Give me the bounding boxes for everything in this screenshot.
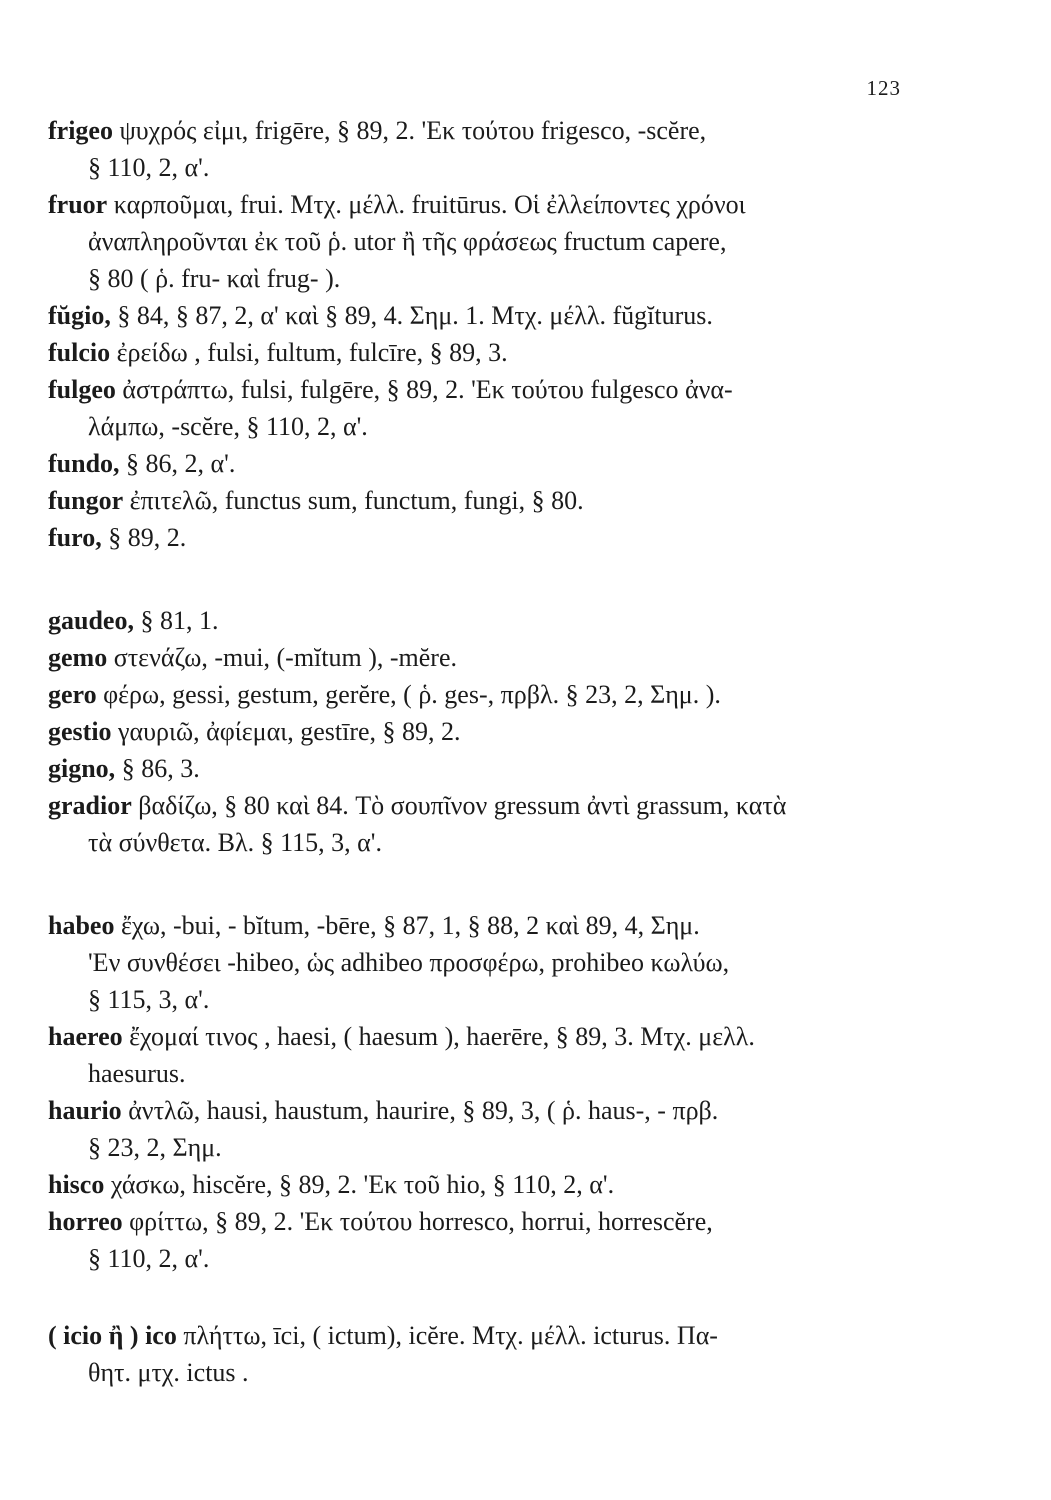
entry-continuation: § 115, 3, α'.	[88, 985, 210, 1014]
headword: gemo	[48, 643, 108, 672]
entry-text: § 81, 1.	[140, 606, 219, 635]
entry-text: βαδίζω, § 80 καὶ 84. Tὸ σουπῖνον gressum ἀντὶ grassum, κατὰ	[138, 791, 787, 820]
section-f	[48, 112, 908, 556]
headword: gestio	[48, 717, 112, 746]
entry-continuation: λάμπω, -scĕre, § 110, 2, α'.	[88, 412, 368, 441]
entry-continuation: § 80 ( ῥ. fru- καὶ frug- ).	[88, 264, 341, 293]
headword: gradior	[48, 791, 132, 820]
headword: gaudeo,	[48, 606, 134, 635]
headword: fulcio	[48, 338, 111, 367]
entry-furo	[48, 519, 908, 556]
headword: horreo	[48, 1207, 123, 1236]
entry-text: πλήττω, īci, ( ictum), icĕre. Mτχ. μέλλ. icturus. Πα-	[183, 1321, 718, 1350]
entry-fugio	[48, 297, 908, 334]
entry-continuation: § 110, 2, α'.	[88, 1244, 210, 1273]
entry-text: ἔχομαί τινος , haesi, ( haesum ), haerēre, § 89, 3. Mτχ. μελλ.	[129, 1022, 755, 1051]
entry-continuation: 'Eν συνθέσει -hibeo, ὡς adhibeo προσφέρω, prohibeo κωλύω,	[88, 948, 730, 977]
entry-text: § 86, 3.	[121, 754, 200, 783]
headword: hisco	[48, 1170, 105, 1199]
entry-text: ἔχω, -bui, - bĭtum, -bēre, § 87, 1, § 88, 2 καὶ 89, 4, Σημ.	[120, 911, 700, 940]
entry-text: φρίττω, § 89, 2. 'Eκ τούτου horresco, horrui, horrescĕre,	[129, 1207, 713, 1236]
headword: gigno,	[48, 754, 116, 783]
entry-gemo	[48, 639, 908, 676]
section-gap	[48, 556, 908, 602]
headword: gero	[48, 680, 97, 709]
headword: fungor	[48, 486, 124, 515]
headword: ( icio ἢ ) ico	[48, 1321, 177, 1350]
dictionary-body	[48, 112, 908, 1391]
headword: fundo,	[48, 449, 120, 478]
entry-continuation: θητ. μτχ. ictus .	[88, 1358, 249, 1387]
headword: fulgeo	[48, 375, 116, 404]
entry-gradior	[48, 787, 908, 861]
entry-gestio	[48, 713, 908, 750]
entry-text: φέρω, gessi, gestum, gerĕre, ( ῥ. ges-, πρβλ. § 23, 2, Σημ. ).	[103, 680, 721, 709]
entry-gigno	[48, 750, 908, 787]
headword: fŭgio,	[48, 301, 111, 330]
entry-text: ἀστράπτω, fulsi, fulgēre, § 89, 2. 'Eκ τούτου fulgesco ἀνα-	[122, 375, 733, 404]
entry-continuation: § 23, 2, Σημ.	[88, 1133, 222, 1162]
headword: furo,	[48, 523, 102, 552]
entry-text: § 89, 2.	[108, 523, 187, 552]
entry-text: ἀντλῶ, hausi, haustum, haurire, § 89, 3, ( ῥ. haus-, - πρβ.	[128, 1096, 719, 1125]
entry-text: χάσκω, hiscĕre, § 89, 2. 'Eκ τοῦ hio, § 110, 2, α'.	[110, 1170, 615, 1199]
entry-gero	[48, 676, 908, 713]
entry-continuation: τὰ σύνθετα. Bλ. § 115, 3, α'.	[88, 828, 382, 857]
entry-ico	[48, 1317, 908, 1391]
headword: fruor	[48, 190, 108, 219]
entry-continuation: § 110, 2, α'.	[88, 153, 210, 182]
entry-continuation: ἀναπληροῦνται ἐκ τοῦ ῥ. utor ἢ τῆς φράσεως fructum capere,	[88, 227, 727, 256]
entry-text: στενάζω, -mui, (-mĭtum ), -mĕre.	[113, 643, 457, 672]
entry-text: ἐρείδω , fulsi, fultum, fulcīre, § 89, 3.	[116, 338, 508, 367]
entry-hisco	[48, 1166, 908, 1203]
entry-gaudeo	[48, 602, 908, 639]
entry-fundo	[48, 445, 908, 482]
entry-text: γαυριῶ, ἀφίεμαι, gestīre, § 89, 2.	[118, 717, 461, 746]
section-gap	[48, 861, 908, 907]
section-i	[48, 1317, 908, 1391]
entry-text: ψυχρός εἰμι, frigēre, § 89, 2. 'Eκ τούτου frigesco, -scĕre,	[119, 116, 707, 145]
entry-habeo	[48, 907, 908, 1018]
headword: haurio	[48, 1096, 122, 1125]
page-number: 123	[866, 76, 901, 100]
headword: frigeo	[48, 116, 113, 145]
entry-continuation: haesurus.	[88, 1059, 186, 1088]
headword: haereo	[48, 1022, 123, 1051]
entry-text: ἐπιτελῶ, functus sum, functum, fungi, § 80.	[129, 486, 584, 515]
section-g	[48, 602, 908, 861]
entry-text: § 86, 2, α'.	[126, 449, 236, 478]
entry-haereo	[48, 1018, 908, 1092]
entry-fruor	[48, 186, 908, 297]
entry-fungor	[48, 482, 908, 519]
headword: habeo	[48, 911, 115, 940]
entry-horreo	[48, 1203, 908, 1277]
section-gap	[48, 1277, 908, 1317]
entry-haurio	[48, 1092, 908, 1166]
entry-fulcio	[48, 334, 908, 371]
section-h	[48, 907, 908, 1277]
entry-text: § 84, § 87, 2, α' καὶ § 89, 4. Σημ. 1. Mτχ. μέλλ. fŭgĭturus.	[117, 301, 713, 330]
entry-text: καρποῦμαι, frui. Mτχ. μέλλ. fruitūrus. Oἱ ἐλλείποντες χρόνοι	[113, 190, 746, 219]
entry-frigeo	[48, 112, 908, 186]
entry-fulgeo	[48, 371, 908, 445]
